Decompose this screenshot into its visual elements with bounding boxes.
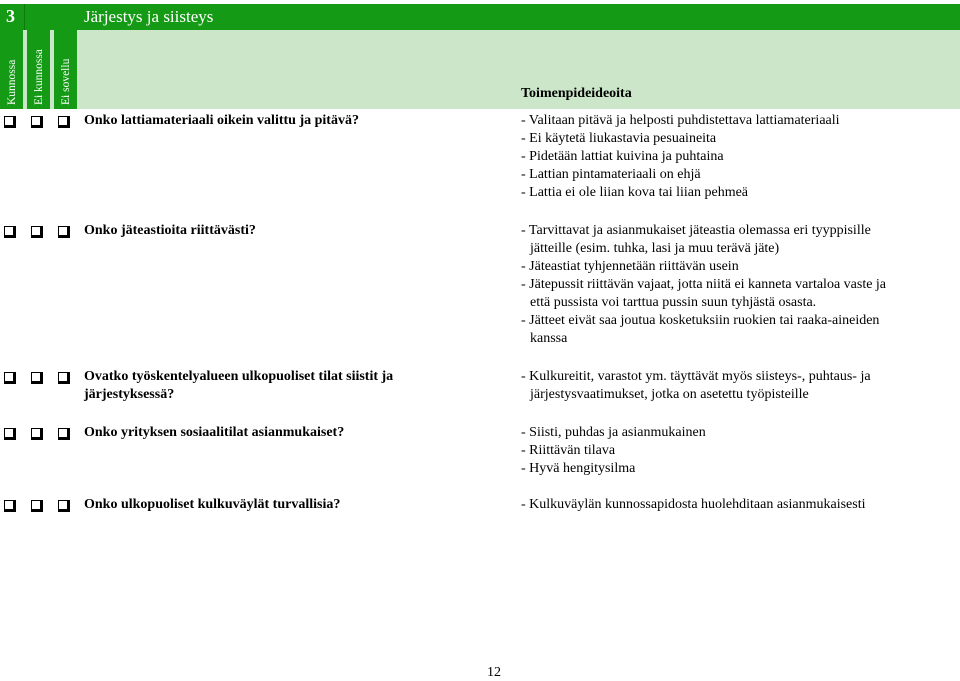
idea-line: - Lattia ei ole liian kova tai liian pehmeä [521, 185, 749, 200]
idea-line: - Hyvä hengitysilma [521, 461, 636, 476]
ei-sovellu-checkbox[interactable] [58, 226, 68, 236]
idea-line: että pussista voi tarttua pussin suun tyhjästä osasta. [530, 295, 817, 310]
idea-line: - Riittävän tilava [521, 443, 616, 458]
ei-kunnossa-checkbox[interactable] [31, 500, 41, 510]
ei-sovellu-checkbox[interactable] [58, 372, 68, 382]
column-ei-sovellu-label: Ei sovellu [59, 58, 72, 105]
idea-line: järjestysvaatimukset, jotka on asetettu työpisteille [530, 387, 809, 402]
ideas-heading: Toimenpideideoita [521, 86, 632, 101]
column-ei-kunnossa-label: Ei kunnossa [32, 49, 45, 105]
idea-line: kanssa [530, 331, 568, 346]
ei-kunnossa-checkbox[interactable] [31, 372, 41, 382]
column-header-bar [0, 30, 960, 109]
kunnossa-checkbox[interactable] [4, 372, 14, 382]
column-ei-kunnossa [27, 30, 50, 109]
ei-kunnossa-checkbox[interactable] [31, 428, 41, 438]
idea-line: - Kulkureitit, varastot ym. täyttävät myös siisteys-, puhtaus- ja [521, 369, 871, 384]
question-text [84, 496, 340, 514]
kunnossa-checkbox[interactable] [4, 226, 14, 236]
improvement-ideas [521, 496, 941, 514]
question-line: Onko ulkopuoliset kulkuväylät turvallisia? [84, 497, 341, 512]
idea-line: - Siisti, puhdas ja asianmukainen [521, 425, 706, 440]
question-line: järjestyksessä? [84, 387, 175, 402]
idea-line: - Jätteet eivät saa joutua kosketuksiin ruokien tai raaka-aineiden [521, 313, 880, 328]
idea-line: - Tarvittavat ja asianmukaiset jäteastia olemassa eri tyyppisille [521, 223, 871, 238]
kunnossa-checkbox[interactable] [4, 500, 14, 510]
question-text [84, 112, 359, 130]
idea-line: - Ei käytetä liukastavia pesuaineita [521, 131, 717, 146]
improvement-ideas [521, 368, 941, 404]
ei-sovellu-checkbox[interactable] [58, 428, 68, 438]
question-line: Onko yrityksen sosiaalitilat asianmukaiset? [84, 425, 345, 440]
section-header [0, 4, 960, 30]
idea-line: jätteille (esim. tuhka, lasi ja muu terävä jäte) [530, 241, 780, 256]
improvement-ideas [521, 222, 941, 348]
header-divider [24, 4, 25, 30]
section-title: Järjestys ja siisteys [84, 7, 214, 26]
question-text [84, 368, 393, 404]
idea-line: - Kulkuväylän kunnossapidosta huolehditaan asianmukaisesti [521, 497, 866, 512]
question-text [84, 424, 344, 442]
idea-line: - Jäteastiat tyhjennetään riittävän usein [521, 259, 739, 274]
idea-line: - Jätepussit riittävän vajaat, jotta niitä ei kanneta vartaloa vaste ja [521, 277, 887, 292]
idea-line: - Pidetään lattiat kuivina ja puhtaina [521, 149, 724, 164]
idea-line: - Valitaan pitävä ja helposti puhdistettava lattiamateriaali [521, 113, 840, 128]
question-line: Onko lattiamateriaali oikein valittu ja pitävä? [84, 113, 359, 128]
improvement-ideas [521, 112, 941, 202]
ei-kunnossa-checkbox[interactable] [31, 226, 41, 236]
kunnossa-checkbox[interactable] [4, 116, 14, 126]
question-text [84, 222, 256, 240]
section-number: 3 [6, 6, 15, 26]
column-kunnossa-label: Kunnossa [5, 59, 18, 105]
ei-kunnossa-checkbox[interactable] [31, 116, 41, 126]
column-kunnossa [0, 30, 23, 109]
improvement-ideas [521, 424, 941, 478]
idea-line: - Lattian pintamateriaali on ehjä [521, 167, 701, 182]
kunnossa-checkbox[interactable] [4, 428, 14, 438]
question-line: Ovatko työskentelyalueen ulkopuoliset tilat siistit ja [84, 369, 394, 384]
ei-sovellu-checkbox[interactable] [58, 500, 68, 510]
page-number: 12 [487, 665, 501, 680]
column-ei-sovellu [54, 30, 77, 109]
question-line: Onko jäteastioita riittävästi? [84, 223, 256, 238]
ei-sovellu-checkbox[interactable] [58, 116, 68, 126]
